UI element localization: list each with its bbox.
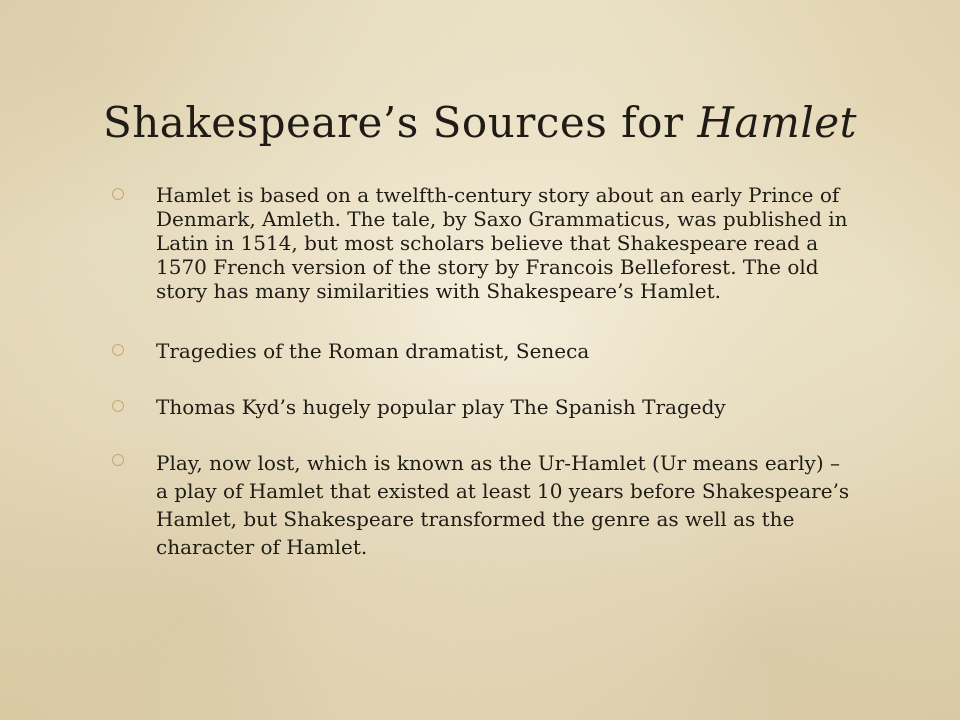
- bullet-text: Tragedies of the Roman dramatist, Seneca: [156, 339, 590, 363]
- bullet-circle-icon: [112, 454, 124, 466]
- bullet-circle-icon: [112, 400, 124, 412]
- title-main: Shakespeare’s Sources for: [102, 98, 698, 148]
- bullet-text: Hamlet is based on a twelfth-century story about an early Prince of Denmark, Amleth. The tale, by Saxo Grammaticus, was published in Latin in 1514, but most scholars believe that Shakespeare read a 1570 French version of the story by Francois Belleforest. The old story has many similarities with Shakespeare’s Hamlet.: [156, 183, 848, 303]
- slide-title: [0, 98, 960, 147]
- bullet-item: [112, 395, 852, 419]
- bullet-list: [112, 183, 852, 561]
- bullet-circle-icon: [112, 188, 124, 200]
- bullet-text: Thomas Kyd’s hugely popular play The Spanish Tragedy: [156, 395, 726, 419]
- bullet-text: Play, now lost, which is known as the Ur-Hamlet (Ur means early) – a play of Hamlet that existed at least 10 years before Shakespeare’s Hamlet, but Shakespeare transformed the genre as well as the character of Hamlet.: [156, 451, 850, 559]
- bullet-item: [112, 183, 852, 303]
- bullet-item: [112, 449, 852, 561]
- bullet-item: [112, 339, 852, 363]
- bullet-circle-icon: [112, 344, 124, 356]
- title-italic: Hamlet: [697, 98, 858, 148]
